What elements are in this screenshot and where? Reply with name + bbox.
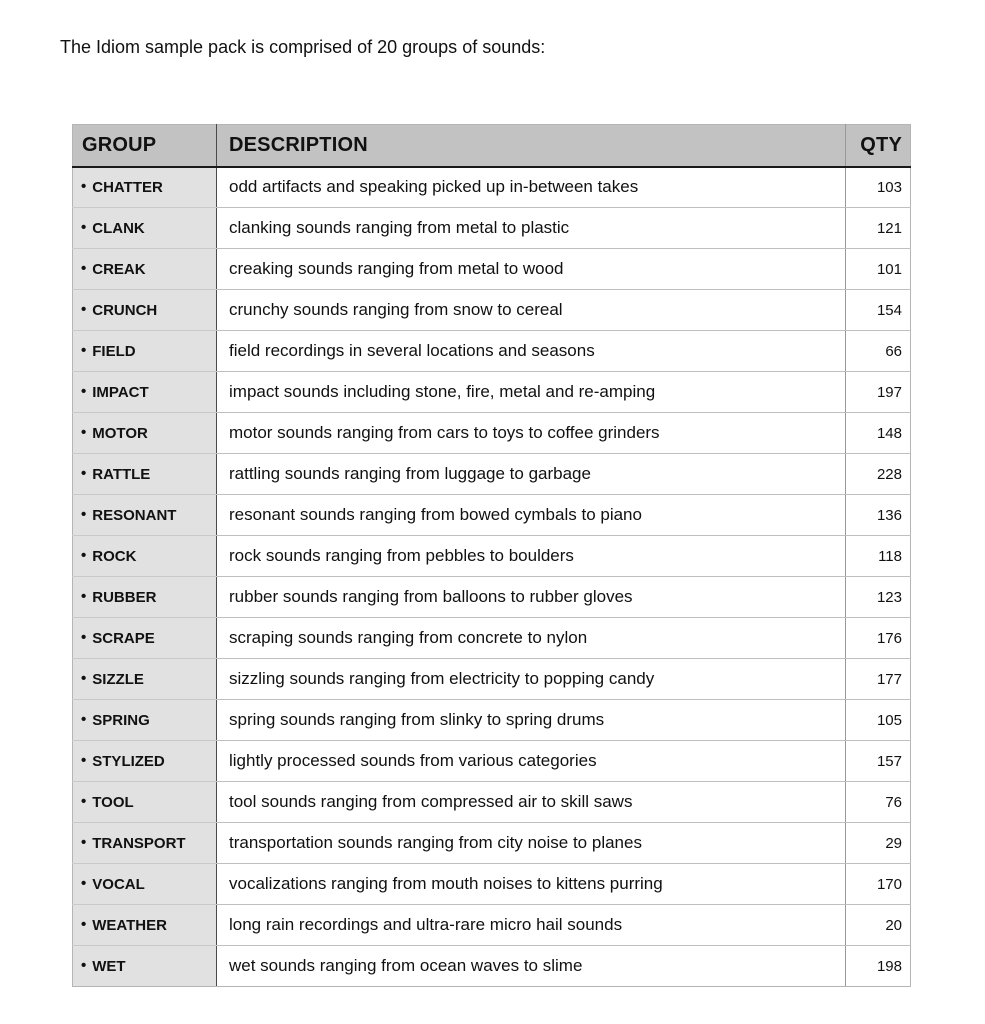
qty-cell: 197 <box>846 372 911 413</box>
description-cell: crunchy sounds ranging from snow to cereal <box>217 290 846 331</box>
table-row <box>73 577 911 618</box>
bullet-icon: • <box>81 792 87 810</box>
group-label: TRANSPORT <box>92 834 186 852</box>
group-label: WET <box>92 957 126 975</box>
description-cell: odd artifacts and speaking picked up in-between takes <box>217 167 846 208</box>
group-label: SIZZLE <box>92 670 144 688</box>
group-cell <box>73 700 217 741</box>
intro-text: The Idiom sample pack is comprised of 20 groups of sounds: <box>60 37 546 57</box>
column-header-description: DESCRIPTION <box>217 125 846 167</box>
description-cell: lightly processed sounds from various categories <box>217 741 846 782</box>
group-cell <box>73 905 217 946</box>
description-cell: field recordings in several locations and seasons <box>217 331 846 372</box>
table-row <box>73 331 911 372</box>
description-cell: motor sounds ranging from cars to toys to coffee grinders <box>217 413 846 454</box>
group-label: SCRAPE <box>92 629 155 647</box>
bullet-icon: • <box>81 218 87 236</box>
group-label: STYLIZED <box>92 752 165 770</box>
group-cell <box>73 577 217 618</box>
table-row <box>73 823 911 864</box>
bullet-icon: • <box>81 833 87 851</box>
description-cell: wet sounds ranging from ocean waves to slime <box>217 946 846 987</box>
qty-cell: 148 <box>846 413 911 454</box>
qty-cell: 198 <box>846 946 911 987</box>
group-cell <box>73 618 217 659</box>
qty-cell: 103 <box>846 167 911 208</box>
description-cell: spring sounds ranging from slinky to spring drums <box>217 700 846 741</box>
group-cell <box>73 249 217 290</box>
bullet-icon: • <box>81 464 87 482</box>
bullet-icon: • <box>81 341 87 359</box>
table-row <box>73 782 911 823</box>
group-label: IMPACT <box>92 383 149 401</box>
bullet-icon: • <box>81 177 87 195</box>
qty-cell: 76 <box>846 782 911 823</box>
sound-groups-table-container <box>72 124 910 987</box>
table-row <box>73 208 911 249</box>
group-cell <box>73 823 217 864</box>
column-header-group: GROUP <box>73 125 217 167</box>
group-label: WEATHER <box>92 916 167 934</box>
group-label: CHATTER <box>92 178 163 196</box>
bullet-icon: • <box>81 628 87 646</box>
table-row <box>73 454 911 495</box>
group-cell <box>73 946 217 987</box>
table-row <box>73 372 911 413</box>
qty-cell: 20 <box>846 905 911 946</box>
description-cell: sizzling sounds ranging from electricity to popping candy <box>217 659 846 700</box>
group-label: TOOL <box>92 793 134 811</box>
group-cell <box>73 290 217 331</box>
qty-cell: 121 <box>846 208 911 249</box>
bullet-icon: • <box>81 505 87 523</box>
group-cell <box>73 413 217 454</box>
table-row <box>73 905 911 946</box>
bullet-icon: • <box>81 956 87 974</box>
qty-cell: 101 <box>846 249 911 290</box>
header-row <box>73 125 911 167</box>
group-label: FIELD <box>92 342 136 360</box>
table-row <box>73 659 911 700</box>
group-cell <box>73 864 217 905</box>
group-label: CRUNCH <box>92 301 158 319</box>
group-label: MOTOR <box>92 424 148 442</box>
table-row <box>73 167 911 208</box>
description-cell: impact sounds including stone, fire, metal and re-amping <box>217 372 846 413</box>
group-cell <box>73 536 217 577</box>
description-cell: vocalizations ranging from mouth noises to kittens purring <box>217 864 846 905</box>
group-label: SPRING <box>92 711 150 729</box>
qty-cell: 157 <box>846 741 911 782</box>
table-row <box>73 536 911 577</box>
group-cell <box>73 208 217 249</box>
group-cell <box>73 331 217 372</box>
qty-cell: 118 <box>846 536 911 577</box>
table-row <box>73 413 911 454</box>
table-row <box>73 700 911 741</box>
bullet-icon: • <box>81 382 87 400</box>
qty-cell: 154 <box>846 290 911 331</box>
group-label: ROCK <box>92 547 137 565</box>
group-cell <box>73 659 217 700</box>
description-cell: creaking sounds ranging from metal to wood <box>217 249 846 290</box>
qty-cell: 228 <box>846 454 911 495</box>
description-cell: clanking sounds ranging from metal to plastic <box>217 208 846 249</box>
qty-cell: 105 <box>846 700 911 741</box>
group-label: RUBBER <box>92 588 157 606</box>
group-label: VOCAL <box>92 875 145 893</box>
description-cell: scraping sounds ranging from concrete to nylon <box>217 618 846 659</box>
bullet-icon: • <box>81 423 87 441</box>
bullet-icon: • <box>81 915 87 933</box>
group-cell <box>73 167 217 208</box>
table-row <box>73 864 911 905</box>
bullet-icon: • <box>81 300 87 318</box>
qty-cell: 66 <box>846 331 911 372</box>
group-cell <box>73 372 217 413</box>
qty-cell: 29 <box>846 823 911 864</box>
table-row <box>73 495 911 536</box>
group-label: CREAK <box>92 260 146 278</box>
bullet-icon: • <box>81 259 87 277</box>
bullet-icon: • <box>81 874 87 892</box>
group-cell <box>73 741 217 782</box>
group-label: CLANK <box>92 219 145 237</box>
bullet-icon: • <box>81 710 87 728</box>
group-cell <box>73 495 217 536</box>
description-cell: tool sounds ranging from compressed air to skill saws <box>217 782 846 823</box>
description-cell: resonant sounds ranging from bowed cymbals to piano <box>217 495 846 536</box>
table-row <box>73 290 911 331</box>
table-row <box>73 249 911 290</box>
table-row <box>73 741 911 782</box>
qty-cell: 123 <box>846 577 911 618</box>
table-body <box>73 167 911 987</box>
qty-cell: 177 <box>846 659 911 700</box>
description-cell: transportation sounds ranging from city noise to planes <box>217 823 846 864</box>
bullet-icon: • <box>81 587 87 605</box>
qty-cell: 176 <box>846 618 911 659</box>
description-cell: rattling sounds ranging from luggage to garbage <box>217 454 846 495</box>
bullet-icon: • <box>81 546 87 564</box>
group-cell <box>73 454 217 495</box>
description-cell: rock sounds ranging from pebbles to boulders <box>217 536 846 577</box>
table-header <box>73 125 911 167</box>
description-cell: rubber sounds ranging from balloons to rubber gloves <box>217 577 846 618</box>
group-cell <box>73 782 217 823</box>
bullet-icon: • <box>81 669 87 687</box>
qty-cell: 136 <box>846 495 911 536</box>
table-row <box>73 946 911 987</box>
column-header-qty: QTY <box>846 125 911 167</box>
table-row <box>73 618 911 659</box>
description-cell: long rain recordings and ultra-rare micro hail sounds <box>217 905 846 946</box>
group-label: RATTLE <box>92 465 151 483</box>
bullet-icon: • <box>81 751 87 769</box>
group-label: RESONANT <box>92 506 177 524</box>
qty-cell: 170 <box>846 864 911 905</box>
sound-groups-table <box>72 124 911 987</box>
